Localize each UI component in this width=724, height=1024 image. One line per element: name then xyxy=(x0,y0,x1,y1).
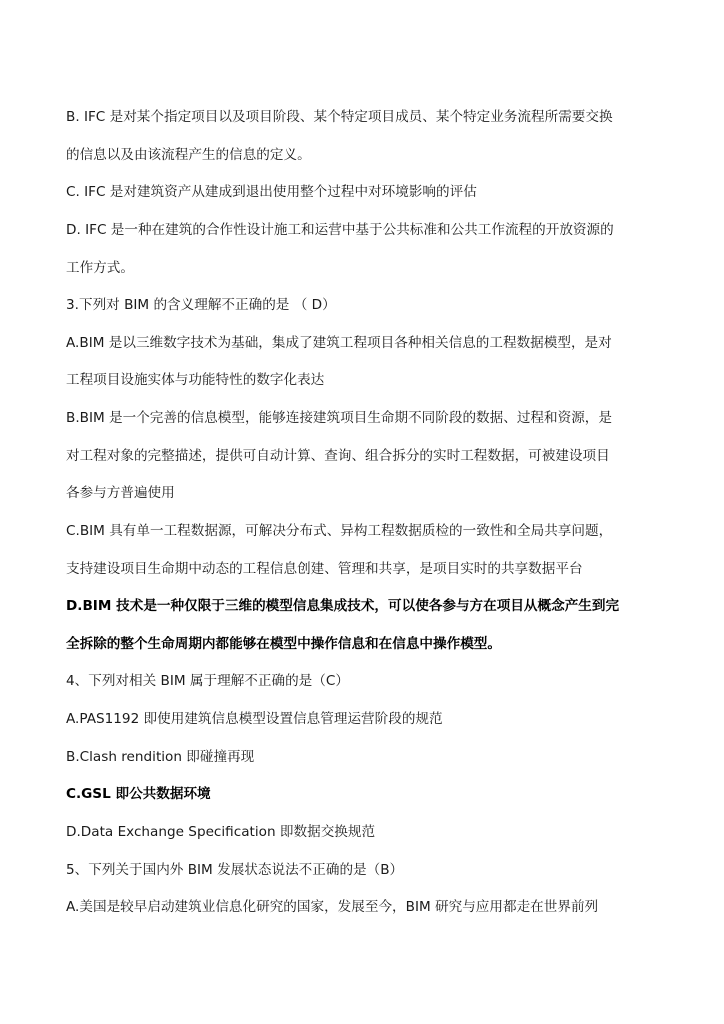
text-line: B.BIM 是一个完善的信息模型，能够连接建筑项目生命期不同阶段的数据、过程和资源，是 xyxy=(66,410,612,426)
text-line: A.PAS1192 即使用建筑信息模型设置信息管理运营阶段的规范 xyxy=(66,711,443,727)
text-line: C.BIM 具有单一工程数据源，可解决分布式、异构工程数据质检的一致性和全局共享问题， xyxy=(66,523,613,539)
question-heading: 5、下列关于国内外 BIM 发展状态说法不正确的是（B） xyxy=(66,862,404,878)
text-line: B.Clash rendition 即碰撞再现 xyxy=(66,749,255,765)
text-line: 各参与方普遍使用 xyxy=(66,485,175,501)
answer-line: D.BIM 技术是一种仅限于三维的模型信息集成技术，可以使各参与方在项目从概念产生到完 xyxy=(66,598,620,614)
answer-line: 全拆除的整个生命周期内都能够在模型中操作信息和在信息中操作模型。 xyxy=(66,636,501,652)
text-line: D. IFC 是一种在建筑的合作性设计施工和运营中基于公共标准和公共工作流程的开放资源的 xyxy=(66,222,614,238)
answer-line: C.GSL 即公共数据环境 xyxy=(66,786,211,802)
question-heading: 3.下列对 BIM 的含义理解不正确的是 （ D） xyxy=(66,297,336,313)
question-heading: 4、下列对相关 BIM 属于理解不正确的是（C） xyxy=(66,673,349,689)
text-line: D.Data Exchange Specification 即数据交换规范 xyxy=(66,824,376,840)
text-line: 支持建设项目生命期中动态的工程信息创建、管理和共享，是项目实时的共享数据平台 xyxy=(66,561,583,577)
text-line: C. IFC 是对建筑资产从建成到退出使用整个过程中对环境影响的评估 xyxy=(66,184,477,200)
text-line: 的信息以及由该流程产生的信息的定义。 xyxy=(66,147,311,163)
text-line: B. IFC 是对某个指定项目以及项目阶段、某个特定项目成员、某个特定业务流程所需要交换 xyxy=(66,109,613,125)
text-line: A.美国是较早启动建筑业信息化研究的国家，发展至今，BIM 研究与应用都走在世界前列 xyxy=(66,899,599,915)
text-line: 工作方式。 xyxy=(66,260,134,276)
text-line: 对工程对象的完整描述，提供可自动计算、查询、组合拆分的实时工程数据，可被建设项目 xyxy=(66,448,610,464)
text-line: 工程项目设施实体与功能特性的数字化表达 xyxy=(66,372,325,388)
text-line: A.BIM 是以三维数字技术为基础，集成了建筑工程项目各种相关信息的工程数据模型，是对 xyxy=(66,335,612,351)
